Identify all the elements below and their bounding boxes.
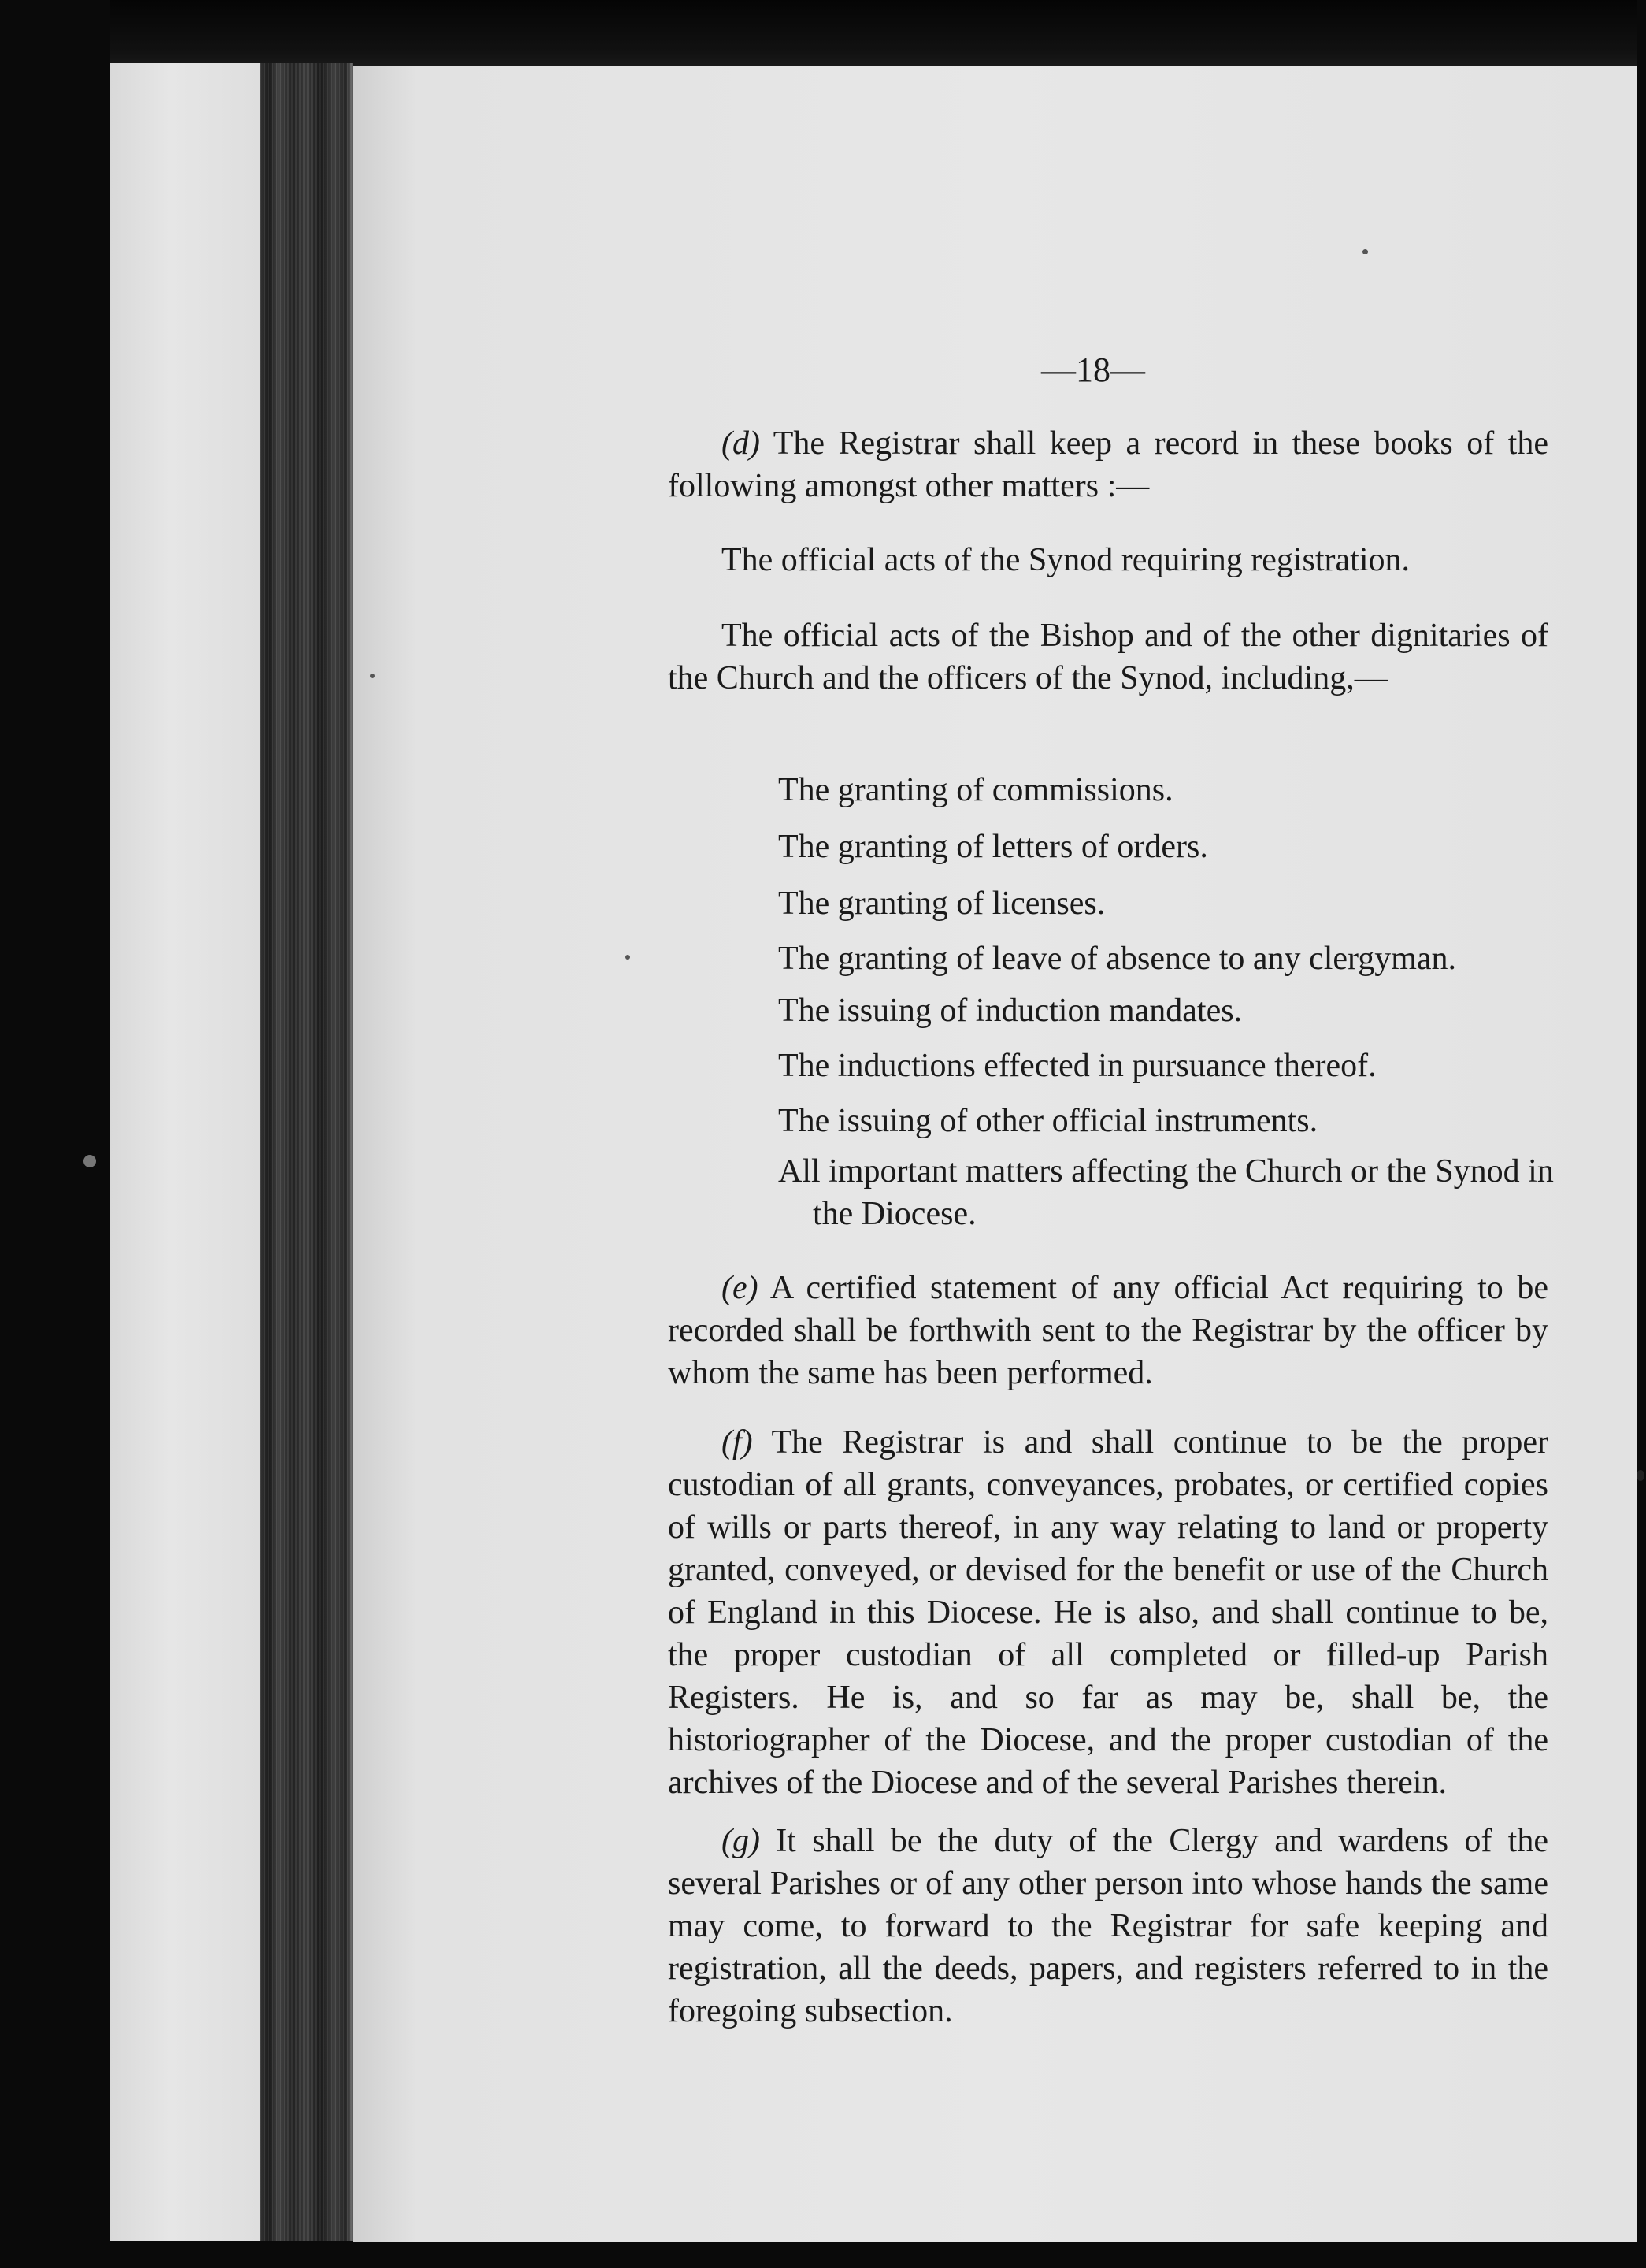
paragraph-g-label: (g): [721, 1823, 760, 1859]
paragraph-f: [668, 1421, 1548, 1804]
paragraph-f-text: The Registrar is and shall continue to be the proper custodian of all grants, conveyances, probates, or certified copies of wills or parts thereof, in any way relating to land or property granted, conveyed, or devised for the benefit or use of the Church of England in this Diocese. He is also, and shall continue to be, the proper custodian of all completed or filled-up Parish Registers. He is, and so far as may be, shall be, the historiographer of the Diocese, and the proper custodian of the archives of the Diocese and of the several Parishes therein.: [668, 1424, 1548, 1801]
list-item: All important matters affecting the Church or the Synod in the Diocese.: [778, 1153, 1554, 1232]
bishop-acts-paragraph: The official acts of the Bishop and of the other dignitaries of the Church and the officers of the Synod, including,—: [668, 618, 1548, 696]
list-item: The granting of letters of orders.: [778, 829, 1208, 865]
list-item: The inductions effected in pursuance thereof.: [778, 1048, 1377, 1084]
scan-speck: [83, 1155, 96, 1167]
scan-speck: [1362, 249, 1368, 254]
paragraph-g-text: It shall be the duty of the Clergy and wardens of the several Parishes or of any other person into whose hands the same may come, to forward to the Registrar for safe keeping and registration, all the deeds, papers, and registers referred to in the foregoing subsection.: [668, 1823, 1548, 2029]
list-item: The granting of leave of absence to any clergyman.: [778, 941, 1457, 977]
scan-bottom-border: [0, 2241, 1646, 2268]
paragraph-d: [668, 422, 1548, 507]
scan-speck: [625, 955, 630, 960]
list-item: The granting of commissions.: [778, 772, 1173, 808]
scan-top-border: [0, 0, 1646, 72]
facing-page-edge: [110, 63, 260, 2245]
paragraph-f-label: (f): [721, 1424, 753, 1461]
paragraph-g: [668, 1820, 1548, 2032]
scan-speck: [370, 674, 375, 678]
scan-left-border: [0, 0, 110, 2268]
scan-right-border: [1637, 0, 1646, 2268]
book-binding: [260, 63, 353, 2245]
synod-acts-line: The official acts of the Synod requiring registration.: [721, 542, 1410, 578]
paragraph-d-text: The Registrar shall keep a record in these books of the following amongst other matters :—: [668, 425, 1548, 504]
list-item: The issuing of induction mandates.: [778, 993, 1243, 1029]
paragraph-d-label: (d): [721, 425, 760, 462]
page-number: —18—: [1041, 351, 1145, 389]
paragraph-e-text: A certified statement of any official Act requiring to be recorded shall be forthwith sent to the Registrar by the officer by whom the same has been performed.: [668, 1270, 1548, 1391]
paragraph-e-label: (e): [721, 1270, 758, 1306]
paragraph-e: [668, 1267, 1548, 1394]
list-item: The issuing of other official instruments.: [778, 1103, 1318, 1139]
scan-speck: [1637, 1470, 1644, 1481]
list-item: The granting of licenses.: [778, 885, 1106, 922]
